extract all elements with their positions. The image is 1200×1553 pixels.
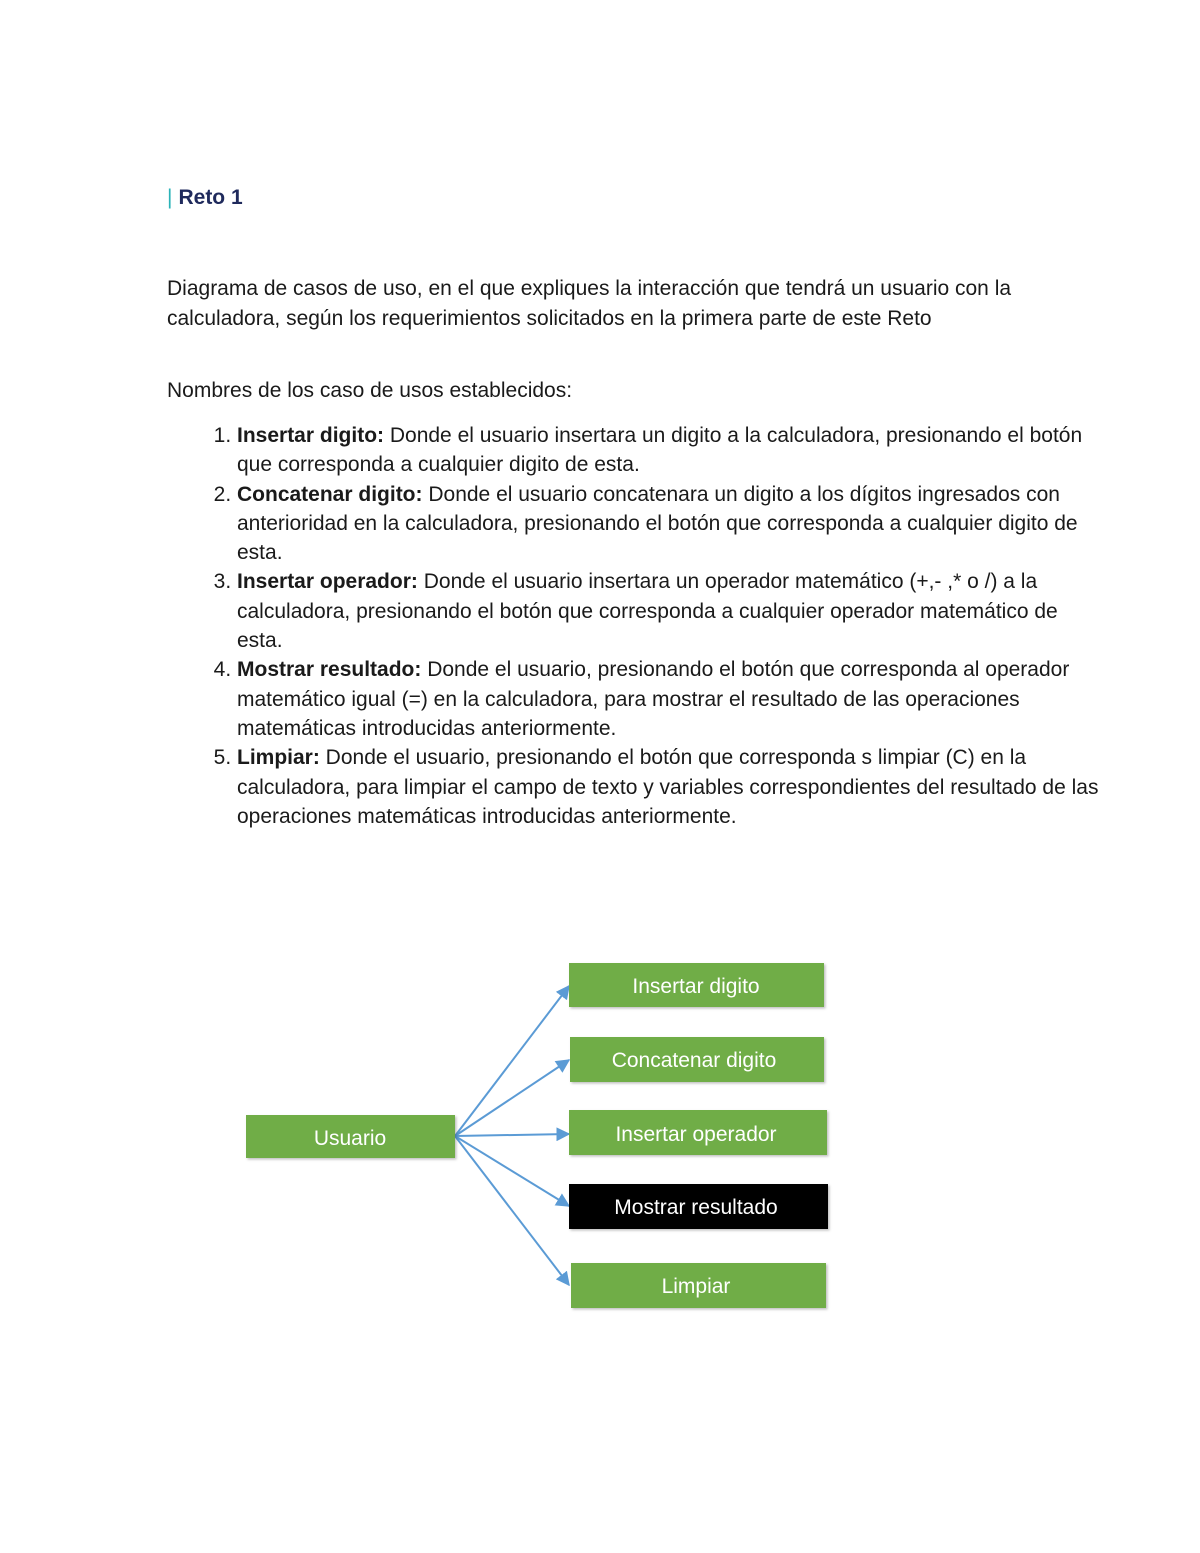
diagram-arrow — [455, 1134, 569, 1136]
list-item — [237, 421, 1109, 480]
heading-title: Reto 1 — [178, 186, 243, 209]
use-case-name: Concatenar digito: — [237, 482, 423, 506]
use-case-label: Mostrar resultado — [614, 1196, 778, 1219]
use-case-label: Limpiar — [661, 1275, 731, 1298]
list-item — [237, 743, 1109, 831]
diagram-arrow — [455, 1136, 569, 1206]
use-case-description: Donde el usuario insertara un operador matemático (+,- ,* o /) a la calculadora, presionando el botón que corresponda a cualquier operador matemático de esta. — [237, 570, 1058, 653]
use-case-name: Insertar digito: — [237, 424, 385, 447]
diagram-arrow — [455, 986, 569, 1136]
use-case-box-concatenar-digito — [570, 1037, 824, 1082]
use-case-list — [167, 421, 1109, 831]
intro-paragraph: Diagrama de casos de uso, en el que expliques la interacción que tendrá un usuario con la calculadora, según los requerimientos solicitados en la primera parte de este Reto — [167, 277, 1012, 330]
heading-marker: | — [167, 186, 173, 209]
use-case-box-limpiar — [571, 1263, 826, 1308]
use-case-box-insertar-digito — [569, 963, 824, 1007]
list-item — [237, 567, 1109, 655]
use-case-description: Donde el usuario insertara un digito a la calculadora, presionando el botón que corresponda a cualquier digito de esta. — [237, 424, 1083, 477]
diagram-arrow — [455, 1060, 569, 1136]
actor-label: Usuario — [313, 1127, 387, 1150]
use-case-description: Donde el usuario concatenara un digito a los dígitos ingresados con anterioridad en la calculadora, presionando el botón que corresponda a cualquier digito de esta. — [237, 482, 1078, 565]
use-case-box-insertar-operador — [569, 1110, 827, 1155]
diagram-arrow — [455, 1136, 569, 1285]
list-item — [237, 480, 1109, 568]
page-heading — [167, 186, 243, 210]
use-case-label: Insertar operador — [615, 1123, 777, 1146]
use-case-label: Insertar digito — [632, 975, 760, 998]
use-case-description: Donde el usuario, presionando el botón que corresponda s limpiar (C) en la calculadora, para limpiar el campo de texto y variables correspondientes del resultado de las operaciones matemáticas introducidas anteriormente. — [237, 746, 1099, 828]
actor-box-usuario — [246, 1115, 455, 1158]
use-case-name: Limpiar: — [237, 746, 320, 770]
use-case-box-mostrar-resultado — [569, 1184, 828, 1229]
use-case-name: Insertar operador: — [237, 570, 418, 594]
use-case-description: Donde el usuario, presionando el botón que corresponda al operador matemático igual (=) en la calculadora, para mostrar el resultado de las operaciones matemáticas introducidas anteriormente. — [237, 658, 1070, 740]
use-cases-subtitle: Nombres de los caso de usos establecidos: — [167, 379, 573, 402]
list-item — [237, 655, 1109, 743]
use-case-name: Mostrar resultado: — [237, 658, 422, 682]
use-case-label: Concatenar digito — [611, 1049, 777, 1072]
